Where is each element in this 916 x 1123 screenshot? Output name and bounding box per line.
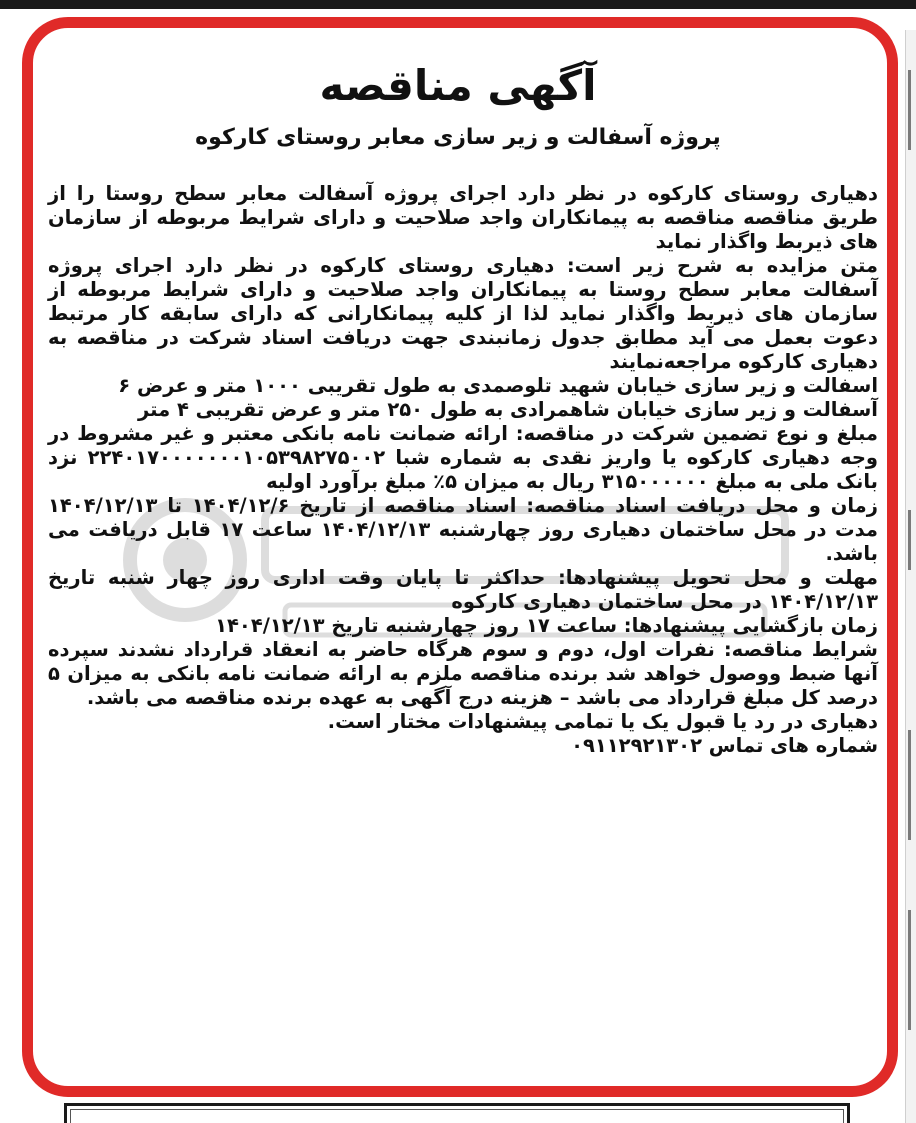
tender-text-paragraph: متن مزایده به شرح زیر است: دهیاری روستای کارکوه در نظر دارد اجرای پروژه آسفالت معابر سطح روستا به پیمانکاران واجد صلاحیت و دارای شرایط مربوطه از سازمان های ذیربط واگذار نماید لذا از کلیه پیمانکارانی که دارای سابقه کار مرتبط دعوت بعمل می آید مطابق جدول زمانبندی جهت دریافت اسناد شرکت در مناقصه به دهیاری کارکوه مراجعه‌نمایند — [48, 254, 878, 373]
project-item-2: آسفالت و زیر سازی خیابان شاهمرادی به طول ۲۵۰ متر و عرض تقریبی ۴ متر — [138, 398, 878, 421]
next-notice-box-inner — [70, 1109, 844, 1123]
rights-paragraph: دهیاری در رد یا قبول یک یا تمامی پیشنهادات مختار است. — [327, 710, 878, 733]
adjacent-page-strip — [905, 30, 916, 1123]
opening-time-paragraph: زمان بازگشایی پیشنهادها: ساعت ۱۷ روز چهارشنبه تاریخ ۱۴۰۴/۱۲/۱۳ — [215, 614, 878, 637]
documents-time-paragraph: زمان و محل دریافت اسناد مناقصه: اسناد مناقصه از تاریخ ۱۴۰۴/۱۲/۶ تا ۱۴۰۴/۱۲/۱۳ مدت در محل ساختمان دهیاری روز چهارشنبه ۱۴۰۴/۱۲/۱۳ ساعت ۱۷ قابل دریافت می باشد. — [48, 494, 878, 565]
intro-paragraph: دهیاری روستای کارکوه در نظر دارد اجرای پروژه آسفالت معابر سطح روستا را از طریق مناقصه مناقصه به پیمانکاران واجد صلاحیت و دارای شرایط مربوطه از سازمان های ذیربط واگذار نماید — [48, 182, 878, 253]
notice-subtitle: پروژه آسفالت و زیر سازی معابر روستای کارکوه — [195, 125, 721, 150]
notice-title: آگهی مناقصه — [319, 61, 597, 110]
guarantee-paragraph: مبلغ و نوع تضمین شرکت در مناقصه: ارائه ضمانت نامه بانکی معتبر و غیر مشروط در وجه دهیاری کارکوه یا واریز نقدی به شماره شبا ۲۲۴۰۱۷۰۰۰۰۰۰۰۱۰۵۳۹۸۲۷۵۰۰۲ نزد بانک ملی به مبلغ ۳۱۵۰۰۰۰۰۰ ریال به میزان ۵٪ مبلغ برآورد اولیه — [48, 422, 878, 493]
notice-body — [48, 182, 878, 758]
top-border-bar — [0, 0, 916, 9]
submission-deadline-paragraph: مهلت و محل تحویل پیشنهادها: حداکثر تا پایان وقت اداری روز چهار شنبه تاریخ ۱۴۰۴/۱۲/۱۳ در محل ساختمان دهیاری کارکوه — [48, 566, 878, 613]
conditions-paragraph: شرایط مناقصه: نفرات اول، دوم و سوم هرگاه حاضر به انعقاد قرارداد نشدند سپرده آنها ضبط ووصول خواهد شد برنده مناقصه ملزم به ارائه ضمانت نامه بانکی به میزان ۵ درصد کل مبلغ قرارداد می باشد – هزینه درج آگهی به عهده برنده مناقصه می باشد. — [48, 638, 878, 709]
project-item-1: اسفالت و زیر سازی خیابان شهید تلوصمدی به طول تقریبی ۱۰۰۰ متر و عرض ۶ — [118, 374, 878, 397]
contact-paragraph: شماره های تماس ۰۹۱۱۲۹۲۱۳۰۲ — [571, 734, 878, 757]
